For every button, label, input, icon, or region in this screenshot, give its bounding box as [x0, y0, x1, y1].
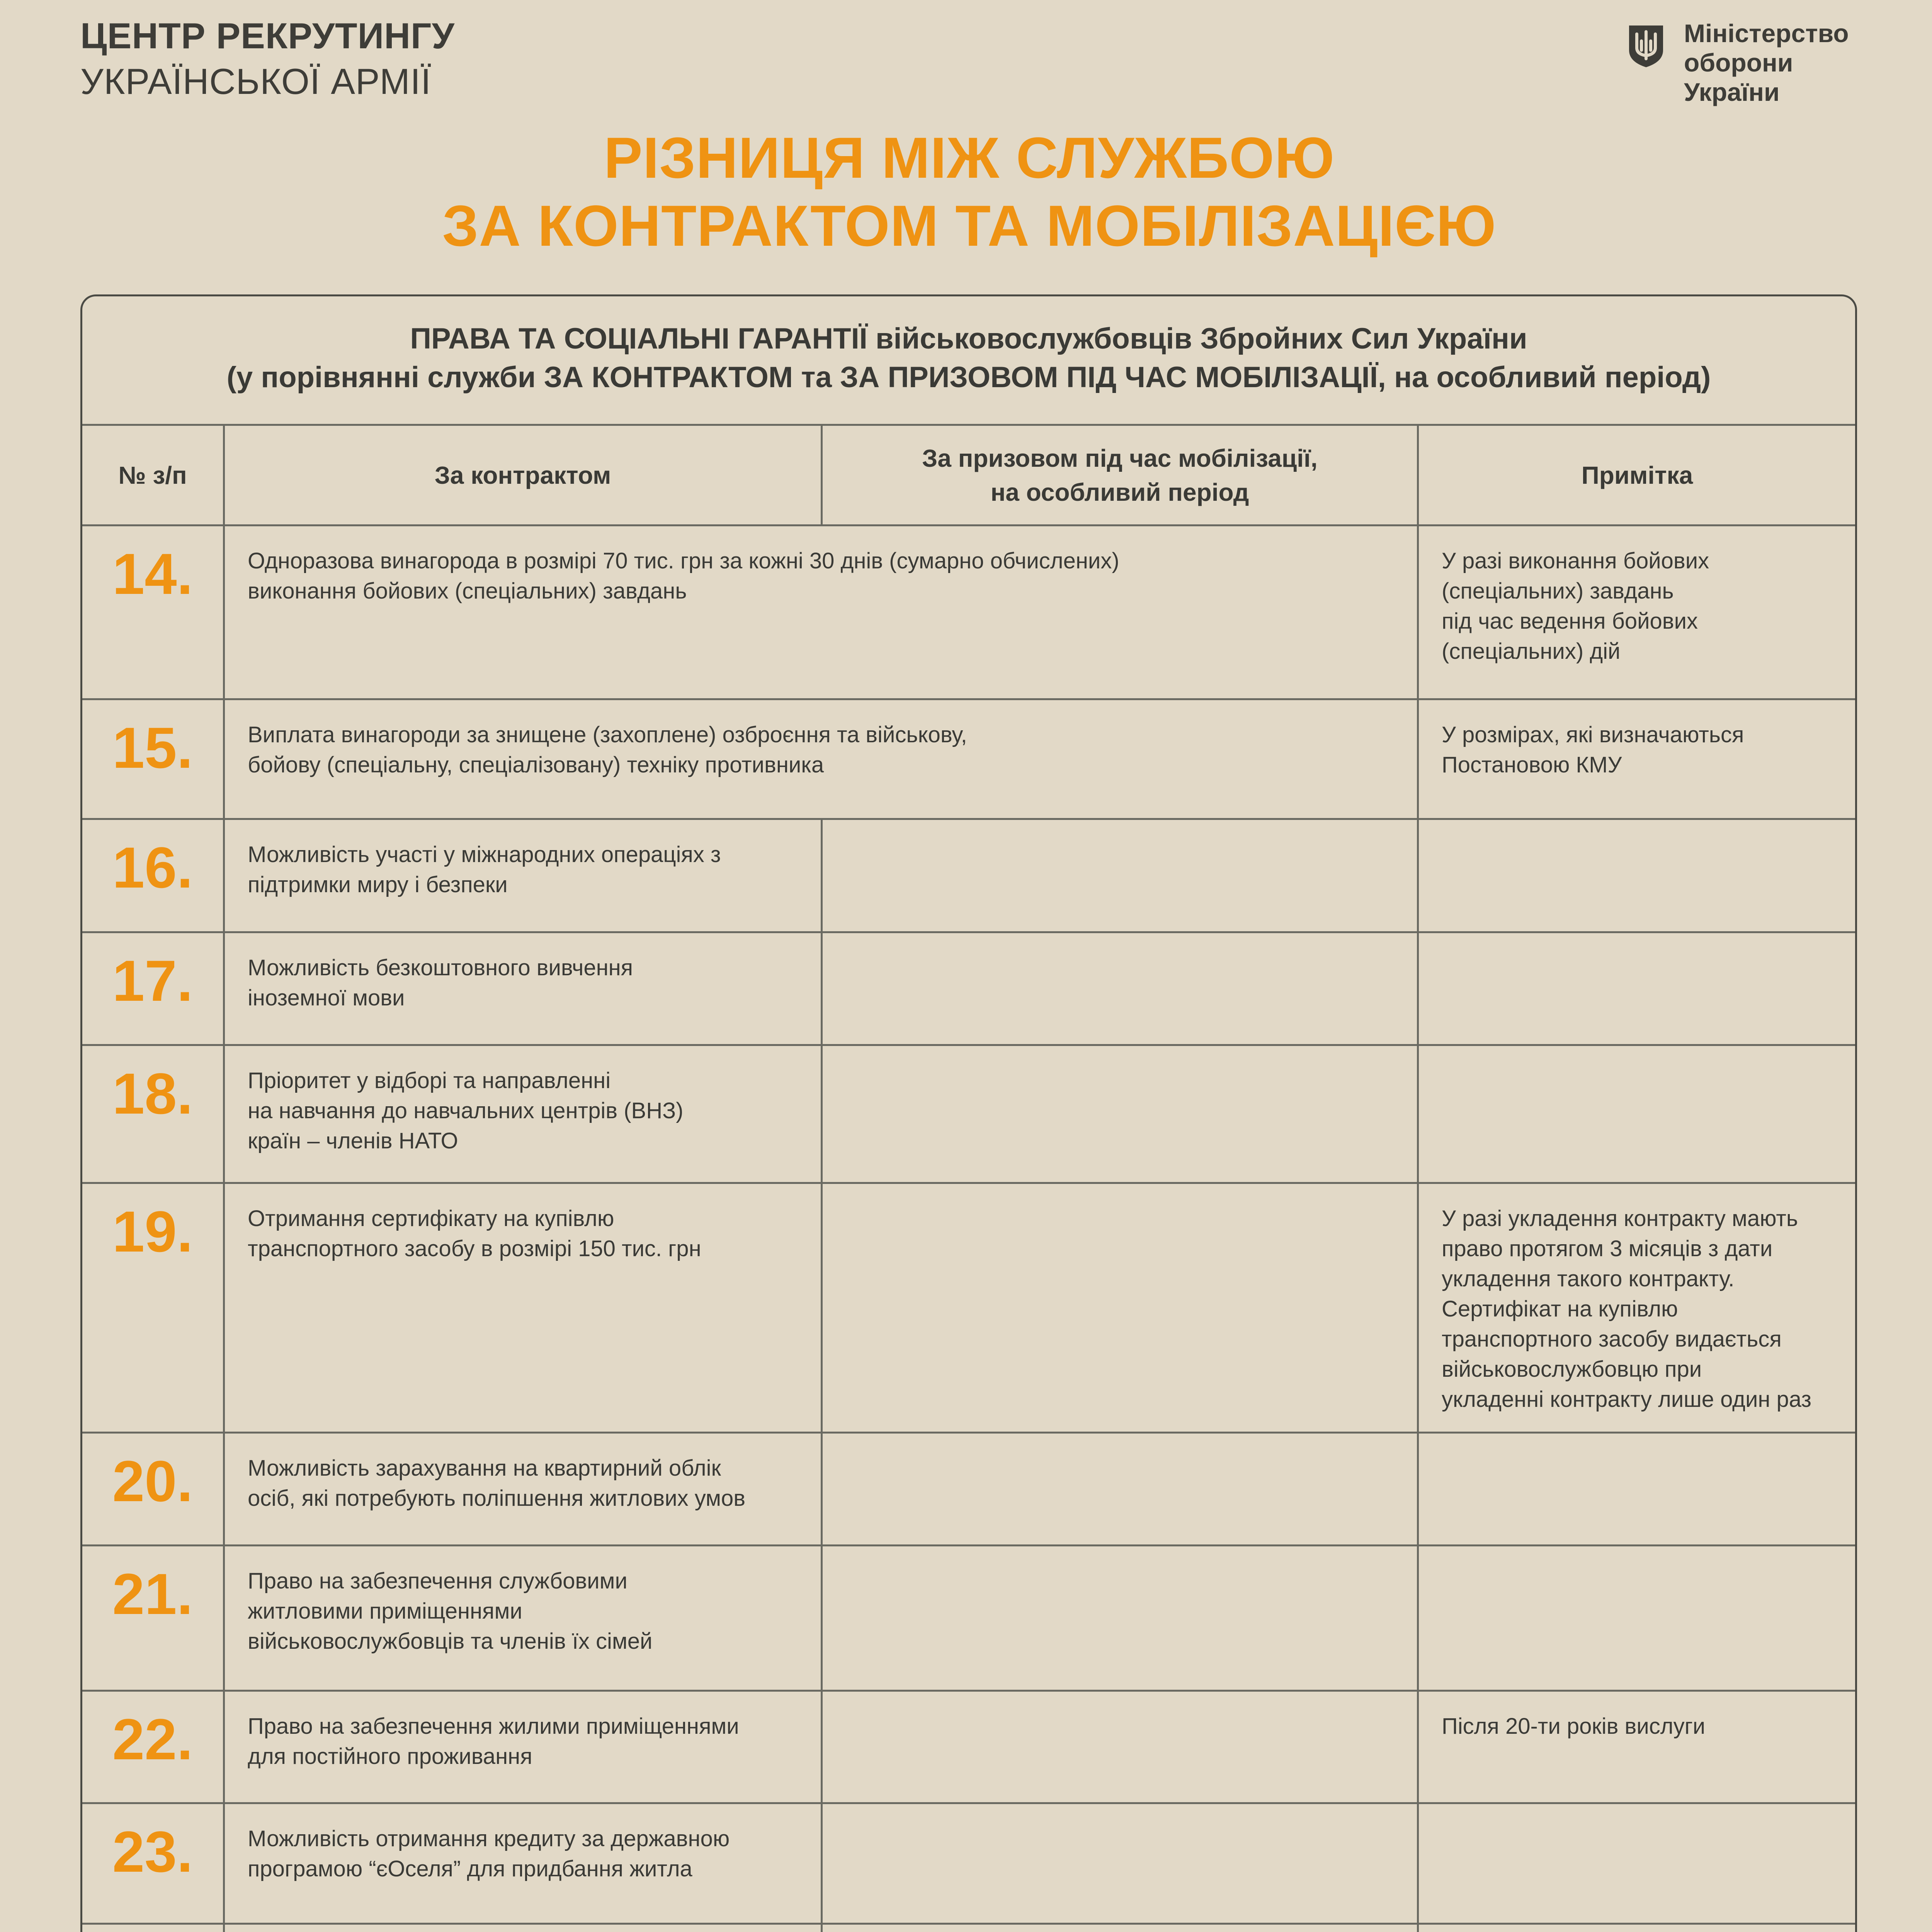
ministry-line-2: оборони — [1684, 48, 1793, 77]
row-number: 21. — [112, 1561, 193, 1626]
column-divider — [821, 1802, 823, 1923]
ministry-logo — [1627, 19, 1849, 107]
row-contract-text: Право на забезпечення службовими житловими приміщеннями військовослужбовців та членів їх сімей — [248, 1568, 653, 1654]
comparison-table — [80, 294, 1857, 1932]
row-contract-text: Можливість безкоштовного вивчення іноземної мови — [248, 955, 633, 1010]
row-contract-text: Право на забезпечення жилими приміщеннями для постійного проживання — [248, 1714, 739, 1769]
brand-line-1: ЦЕНТР РЕКРУТИНГУ — [80, 15, 455, 56]
table-caption-line-1: ПРАВА ТА СОЦІАЛЬНІ ГАРАНТІЇ військовослужбовців Збройних Сил України — [410, 322, 1527, 355]
row-contract-text: Пріоритет у відборі та направленні на навчання до навчальних центрів (ВНЗ) країн – членів НАТО — [248, 1068, 684, 1153]
ministry-line-3: України — [1684, 78, 1780, 106]
header-note: Примітка — [1581, 461, 1693, 489]
row-divider — [82, 698, 1855, 700]
brand-line-2: УКРАЇНСЬКОЇ АРМІЇ — [80, 61, 432, 102]
column-divider — [821, 424, 823, 524]
ministry-line-1: Міністерство — [1684, 19, 1849, 48]
row-note-text: У розмірах, які визначаються Постановою КМУ — [1442, 722, 1744, 777]
row-divider — [82, 1923, 1855, 1925]
row-divider — [82, 1690, 1855, 1692]
row-note-text: Після 20-ти років вислуги — [1442, 1714, 1706, 1739]
row-number: 15. — [112, 715, 193, 780]
row-number: 19. — [112, 1199, 193, 1264]
row-number: 23. — [112, 1819, 193, 1884]
row-number: 20. — [112, 1449, 193, 1514]
header-mobilization — [823, 426, 1417, 524]
header-mobilization-line-1: За призовом під час мобілізації, — [922, 444, 1318, 472]
header-mobilization-line-2: на особливий період — [990, 478, 1249, 506]
page-title — [0, 124, 1932, 260]
row-number: 14. — [112, 541, 193, 606]
row-number: 16. — [112, 835, 193, 900]
row-divider — [82, 524, 1855, 526]
column-divider — [821, 1923, 823, 1932]
header-contract: За контрактом — [434, 461, 611, 489]
column-divider — [821, 1432, 823, 1544]
column-divider — [821, 1690, 823, 1802]
row-contract-text: Можливість отримання кредиту за державною програмою “єОселя” для придбання житла — [248, 1826, 730, 1881]
trident-emblem-icon — [1627, 23, 1665, 69]
row-contract-text: Одноразова винагорода в розмірі 70 тис. грн за кожні 30 днів (сумарно обчислених) виконання бойових (спеціальних) завдань — [248, 548, 1119, 604]
page-title-line-1: РІЗНИЦЯ МІЖ СЛУЖБОЮ — [604, 125, 1335, 190]
row-contract-text: Виплата винагороди за знищене (захоплене) озброєння та військову, бойову (спеціальну, спеціалізовану) техніку противника — [248, 722, 967, 777]
column-divider — [821, 1044, 823, 1182]
column-divider — [223, 424, 225, 1932]
row-note-text: У разі виконання бойових (спеціальних) завдань під час ведення бойових (спеціальних) дій — [1442, 548, 1709, 664]
row-divider — [82, 1544, 1855, 1546]
row-divider — [82, 1182, 1855, 1184]
row-divider — [82, 818, 1855, 820]
row-number: 22. — [112, 1707, 193, 1772]
row-divider — [82, 1044, 1855, 1046]
column-divider — [821, 1182, 823, 1432]
table-caption-line-2: (у порівнянні служби ЗА КОНТРАКТОМ та ЗА ПРИЗОВОМ ПІД ЧАС МОБІЛІЗАЦІЇ, на особливий період) — [226, 361, 1711, 394]
page-title-line-2: ЗА КОНТРАКТОМ ТА МОБІЛІЗАЦІЄЮ — [442, 193, 1497, 258]
table-caption — [82, 296, 1855, 424]
row-contract-text: Отримання сертифікату на купівлю транспортного засобу в розмірі 150 тис. грн — [248, 1206, 701, 1261]
row-number: 18. — [112, 1061, 193, 1126]
row-divider — [82, 1432, 1855, 1434]
row-contract-text: Можливість участі у міжнародних операціях з підтримки миру і безпеки — [248, 842, 721, 897]
column-divider — [1417, 424, 1419, 1932]
row-number: 17. — [112, 948, 193, 1013]
row-note-text: У разі укладення контракту мають право протягом 3 місяців з дати укладення такого контракту. Сертифікат на купівлю транспортного засобу видається військовослужбовцю при укладенні контракту лише один раз — [1442, 1206, 1811, 1412]
row-contract-text: Можливість зарахування на квартирний облік осіб, які потребують поліпшення житлових умов — [248, 1456, 746, 1511]
row-divider — [82, 931, 1855, 933]
column-divider — [821, 1544, 823, 1690]
column-divider — [821, 818, 823, 931]
brand-logo — [80, 13, 455, 104]
column-divider — [821, 931, 823, 1044]
header-num: № з/п — [118, 461, 187, 489]
row-divider — [82, 1802, 1855, 1804]
